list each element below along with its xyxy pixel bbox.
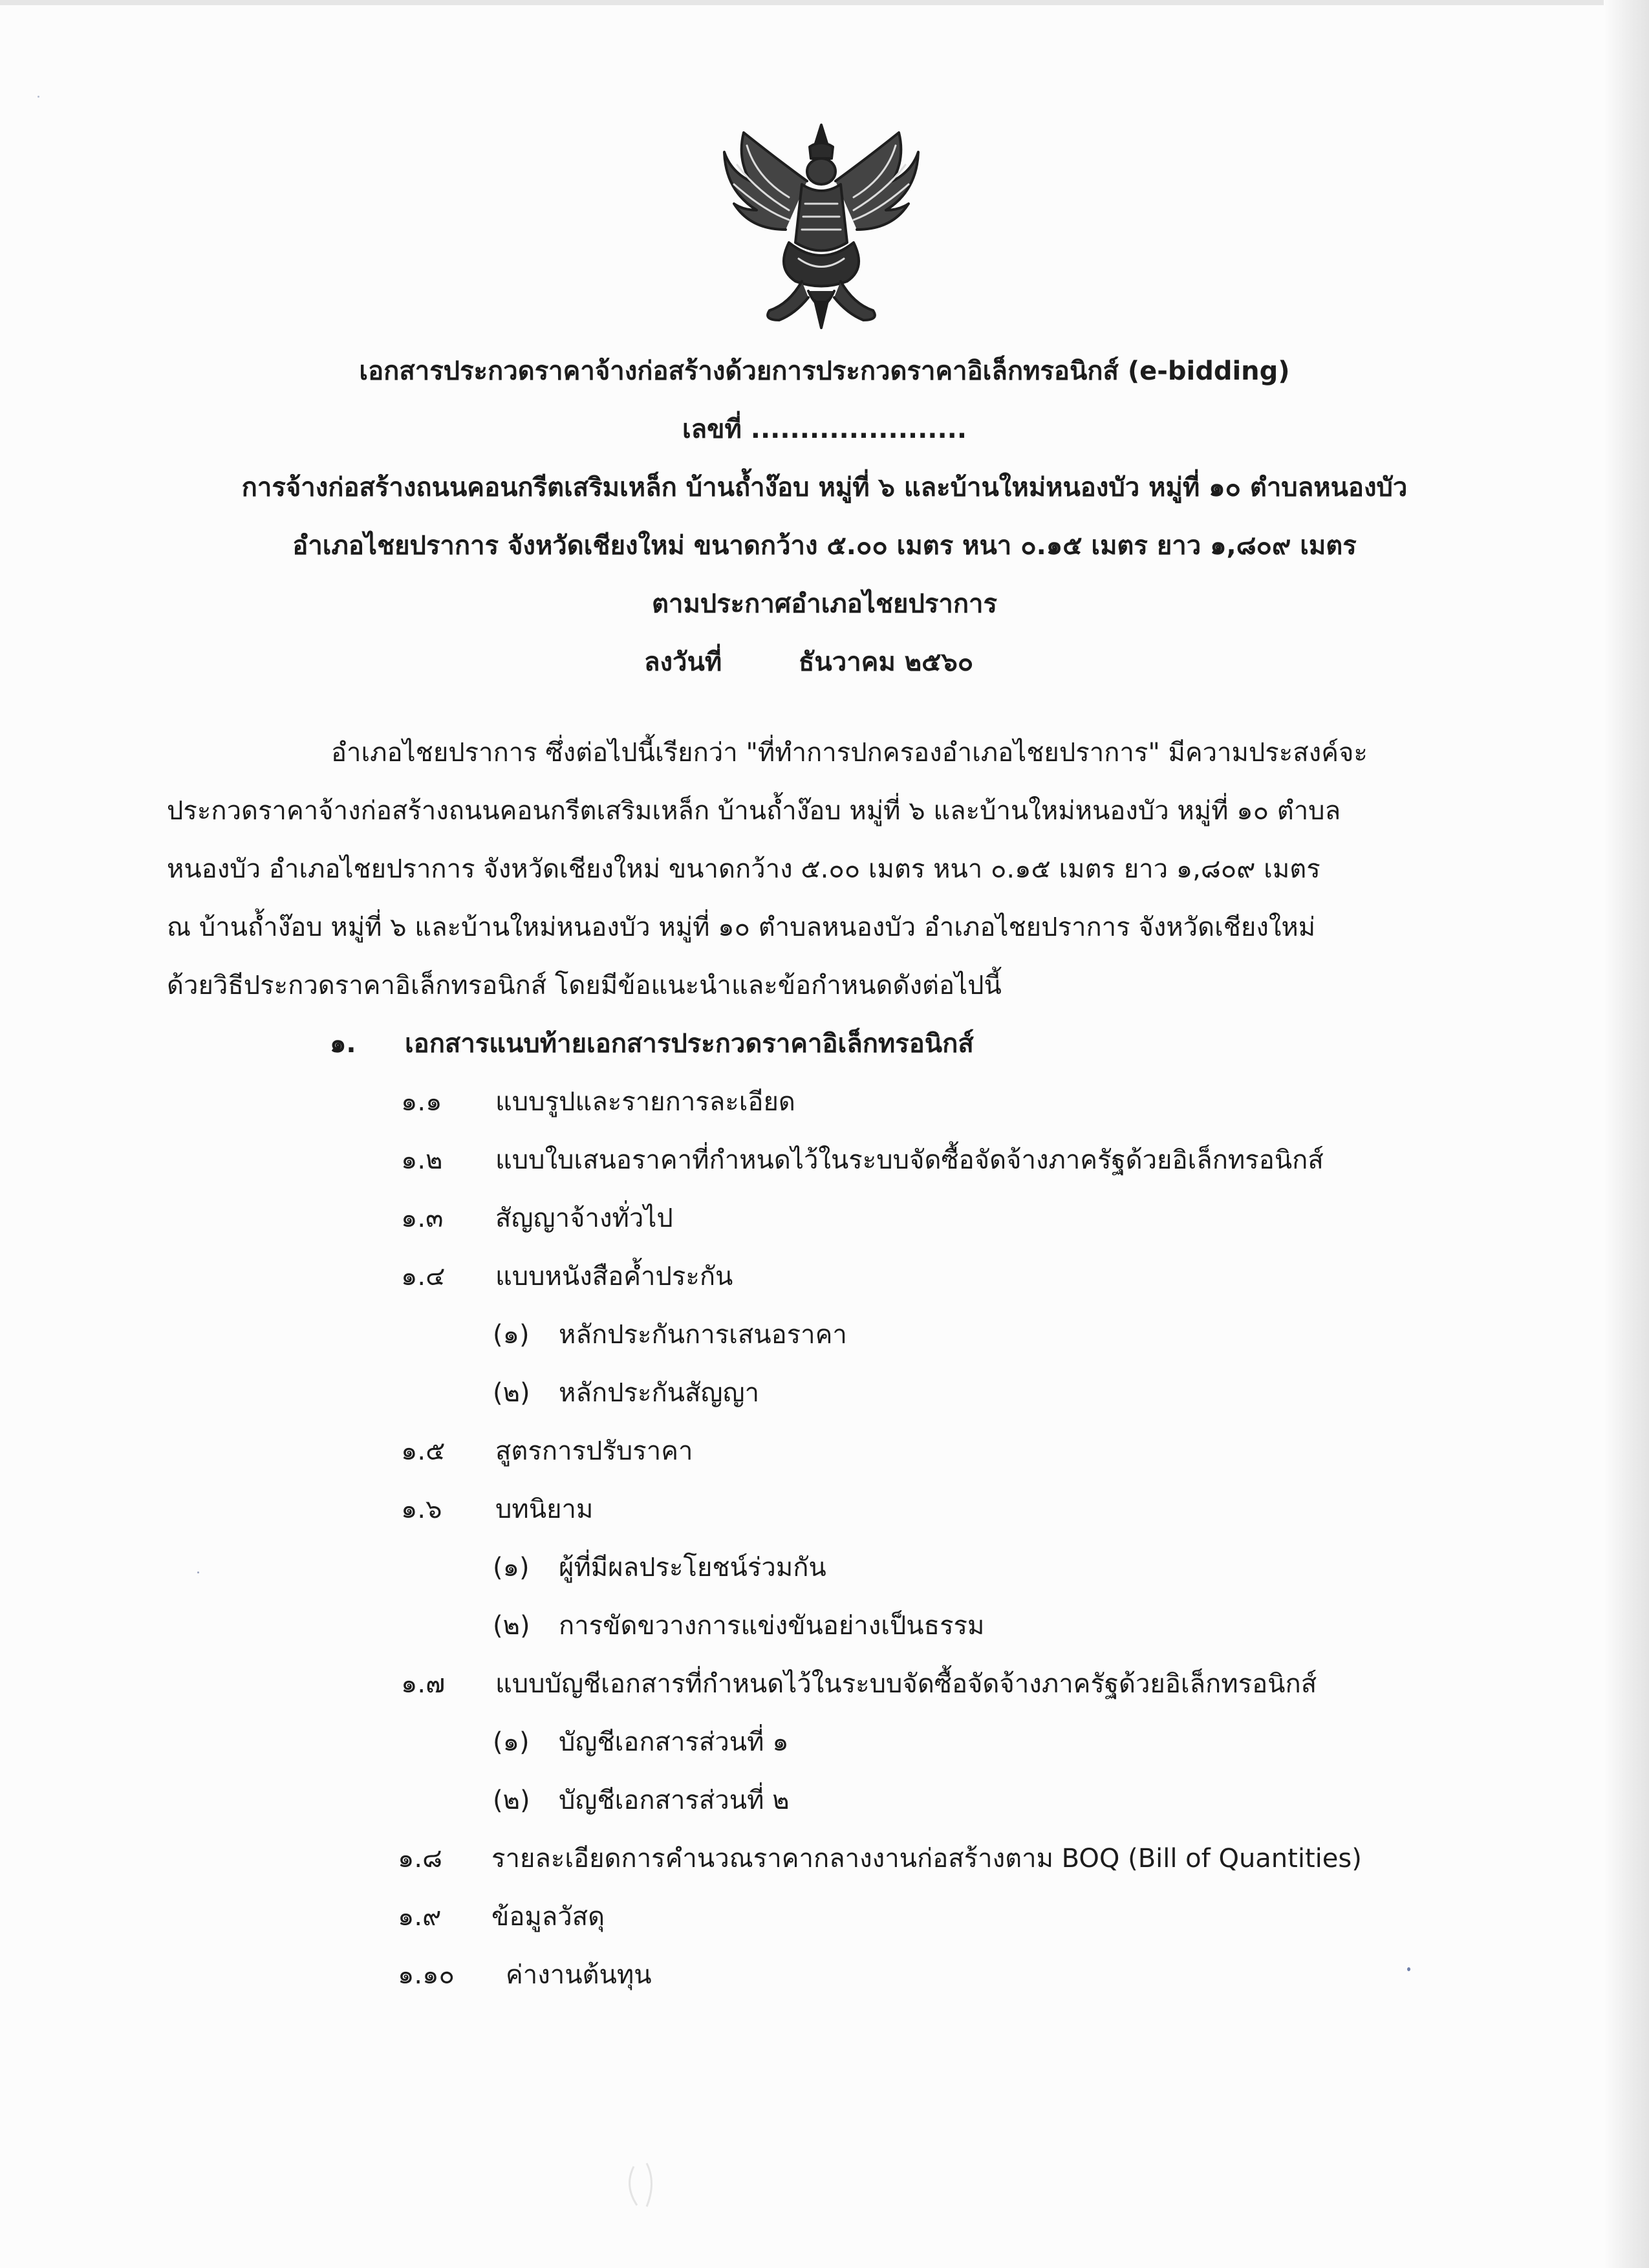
subitem-number: (๒) xyxy=(493,1786,530,1815)
item-number: ๑.๗ xyxy=(401,1669,446,1699)
subitem-text: บัญชีเอกสารส่วนที่ ๒ xyxy=(559,1786,790,1815)
subitem-text: ผู้ที่มีผลประโยชน์ร่วมกัน xyxy=(559,1553,826,1582)
item-text: สัญญาจ้างทั่วไป xyxy=(495,1204,673,1233)
scan-smudge xyxy=(621,2160,666,2212)
item-text: แบบรูปและรายการละเอียด xyxy=(495,1087,795,1117)
intro-line-2: ประกวดราคาจ้างก่อสร้างถนนคอนกรีตเสริมเหล็ก บ้านถ้ำง๊อบ หมู่ที่ ๖ และบ้านใหม่หนองบัว หมู่ที่ ๑๐ ตำบล xyxy=(167,796,1341,826)
scan-speck xyxy=(197,1571,199,1573)
item-text: รายละเอียดการคำนวณราคากลางงานก่อสร้างตาม BOQ (Bill of Quantities) xyxy=(491,1844,1362,1874)
scan-speck xyxy=(38,96,39,98)
section-heading: เอกสารแนบท้ายเอกสารประกวดราคาอิเล็กทรอนิกส์ xyxy=(405,1029,974,1059)
section-number: ๑. xyxy=(330,1029,356,1059)
intro-line-3: หนองบัว อำเภอไชยปราการ จังหวัดเชียงใหม่ ขนาดกว้าง ๕.๐๐ เมตร หนา ๐.๑๕ เมตร ยาว ๑,๘๐๙ เมตร xyxy=(167,854,1320,884)
subitem-number: (๒) xyxy=(493,1611,530,1641)
item-number: ๑.๖ xyxy=(401,1495,442,1524)
item-text: บทนิยาม xyxy=(495,1495,594,1524)
item-text: ข้อมูลวัสดุ xyxy=(491,1902,605,1932)
item-text: แบบหนังสือค้ำประกัน xyxy=(495,1262,733,1291)
item-text: แบบใบเสนอราคาที่กำหนดไว้ในระบบจัดซื้อจัดจ้างภาครัฐด้วยอิเล็กทรอนิกส์ xyxy=(495,1145,1324,1175)
item-number: ๑.๕ xyxy=(401,1436,446,1466)
item-number: ๑.๔ xyxy=(401,1262,446,1291)
subitem-text: บัญชีเอกสารส่วนที่ ๑ xyxy=(559,1727,789,1757)
announcement-line: ตามประกาศอำเภอไชยปราการ xyxy=(652,589,997,619)
item-number: ๑.๙ xyxy=(398,1902,442,1932)
intro-line-1: อำเภอไชยปราการ ซึ่งต่อไปนี้เรียกว่า "ที่ทำการปกครองอำเภอไชยปราการ" มีความประสงค์จะ xyxy=(331,738,1368,768)
date-value: ธันวาคม ๒๕๖๐ xyxy=(799,647,974,677)
intro-line-4: ณ บ้านถ้ำง๊อบ หมู่ที่ ๖ และบ้านใหม่หนองบัว หมู่ที่ ๑๐ ตำบลหนองบัว อำเภอไชยปราการ จังหวัดเชียงใหม่ xyxy=(167,913,1316,942)
garuda-emblem-icon xyxy=(718,120,925,333)
subitem-number: (๒) xyxy=(493,1378,530,1408)
subitem-number: (๑) xyxy=(493,1727,530,1757)
subitem-number: (๑) xyxy=(493,1553,530,1582)
date-label: ลงวันที่ xyxy=(644,647,722,677)
subitem-text: หลักประกันการเสนอราคา xyxy=(559,1320,847,1350)
intro-line-5: ด้วยวิธีประกวดราคาอิเล็กทรอนิกส์ โดยมีข้อแนะนำและข้อกำหนดดังต่อไปนี้ xyxy=(167,971,1002,1000)
item-text: สูตรการปรับราคา xyxy=(495,1436,693,1466)
item-number: ๑.๘ xyxy=(398,1844,442,1874)
subject-line-1: การจ้างก่อสร้างถนนคอนกรีตเสริมเหล็ก บ้านถ้ำง๊อบ หมู่ที่ ๖ และบ้านใหม่หนองบัว หมู่ที่ ๑๐ ตำบลหนองบัว xyxy=(241,473,1408,502)
subitem-number: (๑) xyxy=(493,1320,530,1350)
subject-line-2: อำเภอไชยปราการ จังหวัดเชียงใหม่ ขนาดกว้าง ๕.๐๐ เมตร หนา ๐.๑๕ เมตร ยาว ๑,๘๐๙ เมตร xyxy=(292,531,1357,561)
scan-speck xyxy=(1407,1967,1410,1971)
scan-top-edge xyxy=(0,0,1649,5)
item-number: ๑.๒ xyxy=(401,1145,443,1175)
document-title: เอกสารประกวดราคาจ้างก่อสร้างด้วยการประกวดราคาอิเล็กทรอนิกส์ (e-bidding) xyxy=(359,356,1290,386)
scan-right-edge xyxy=(1604,0,1649,2268)
subitem-text: หลักประกันสัญญา xyxy=(559,1378,760,1408)
item-number: ๑.๑๐ xyxy=(398,1960,455,1990)
item-text: แบบบัญชีเอกสารที่กำหนดไว้ในระบบจัดซื้อจัดจ้างภาครัฐด้วยอิเล็กทรอนิกส์ xyxy=(495,1669,1317,1699)
item-number: ๑.๑ xyxy=(401,1087,442,1117)
document-number: เลขที่ ...................... xyxy=(682,415,967,444)
subitem-text: การขัดขวางการแข่งขันอย่างเป็นธรรม xyxy=(559,1611,985,1641)
item-text: ค่างานต้นทุน xyxy=(506,1960,652,1990)
item-number: ๑.๓ xyxy=(401,1204,444,1233)
